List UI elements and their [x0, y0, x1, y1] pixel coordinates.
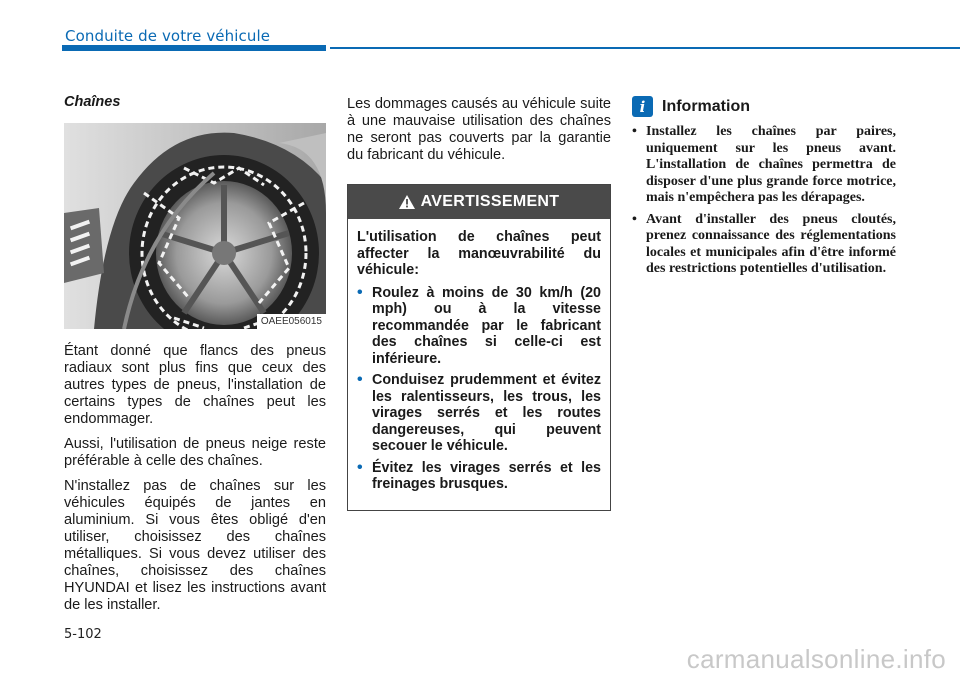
- bullet-dot-icon: •: [357, 283, 363, 301]
- column-left: [64, 94, 326, 622]
- bullet-dot-icon: •: [357, 458, 363, 476]
- warning-title: AVERTISSEMENT: [420, 193, 560, 210]
- info-item-text: Installez les chaînes par paires, uniquement sur les pneus avant. L'installation de chaînes permettra de disposer d'une plus grande force motrice, mais n'empêchera pas les dérapages.: [646, 124, 896, 205]
- page-number: 5-102: [64, 627, 102, 642]
- header-title: Conduite de votre véhicule: [65, 27, 271, 45]
- warning-intro: L'utilisation de chaînes peut affecter la manœuvrabilité du véhicule:: [357, 229, 601, 278]
- tire-chain-figure: [64, 123, 326, 329]
- warning-header: [348, 185, 610, 219]
- warning-item-text: Roulez à moins de 30 km/h (20 mph) ou à la vitesse recommandée par le fabricant des chaînes si celle-ci est inférieure.: [372, 284, 601, 367]
- info-header: [632, 96, 896, 117]
- info-title: Information: [662, 97, 750, 115]
- warning-triangle-icon: [399, 195, 415, 209]
- column-middle: [347, 96, 611, 511]
- warning-item: [357, 285, 601, 368]
- section-title: Chaînes: [64, 94, 121, 110]
- warning-list: [357, 285, 601, 493]
- warning-item: [357, 460, 601, 493]
- header-rule-thin: [330, 47, 960, 49]
- figure-code: OAEE056015: [257, 314, 326, 329]
- info-item: [632, 212, 896, 278]
- bullet-dot-icon: •: [357, 371, 363, 388]
- column-right: [632, 96, 896, 283]
- warning-box: [347, 184, 611, 511]
- paragraph: Étant donné que flancs des pneus radiaux sont plus fins que ceux des autres types de pneus, l'installation de certains types de chaînes peut les endommager.: [64, 343, 326, 427]
- header-rule-thick: [62, 45, 326, 51]
- warning-item: [357, 372, 601, 455]
- warning-item-text: Conduisez prudemment et évitez les ralentisseurs, les trous, les virages serrés et les routes dangereuses, qui peuvent secouer le véhicule.: [372, 372, 601, 454]
- info-item: [632, 124, 896, 207]
- bullet-icon: •: [632, 211, 637, 227]
- info-icon: i: [632, 96, 653, 117]
- warning-item-text: Évitez les virages serrés et les freinages brusques.: [372, 459, 601, 492]
- warranty-paragraph: Les dommages causés au véhicule suite à une mauvaise utilisation des chaînes ne seront pas couverts par la garantie du fabricant du véhicule.: [347, 96, 611, 163]
- paragraph: Aussi, l'utilisation de pneus neige reste préférable à celle des chaînes.: [64, 436, 326, 469]
- warning-body: [348, 219, 610, 510]
- paragraph: N'installez pas de chaînes sur les véhicules équipés de jantes en aluminium. Si vous êtes obligé d'en utiliser, choisissez des chaînes métalliques. Si vous devez utiliser des chaînes, choisissez des chaînes HYUNDAI et lisez les instructions avant de les installer.: [64, 478, 326, 613]
- info-item-text: Avant d'installer des pneus cloutés, prenez connaissance des réglementations locales et municipales afin d'être informé des restrictions potentielles d'utilisation.: [646, 211, 896, 276]
- watermark: carmanualsonline.info: [686, 644, 946, 674]
- info-list: [632, 124, 896, 278]
- bullet-icon: •: [632, 124, 637, 139]
- tire-chain-illustration: [64, 123, 326, 329]
